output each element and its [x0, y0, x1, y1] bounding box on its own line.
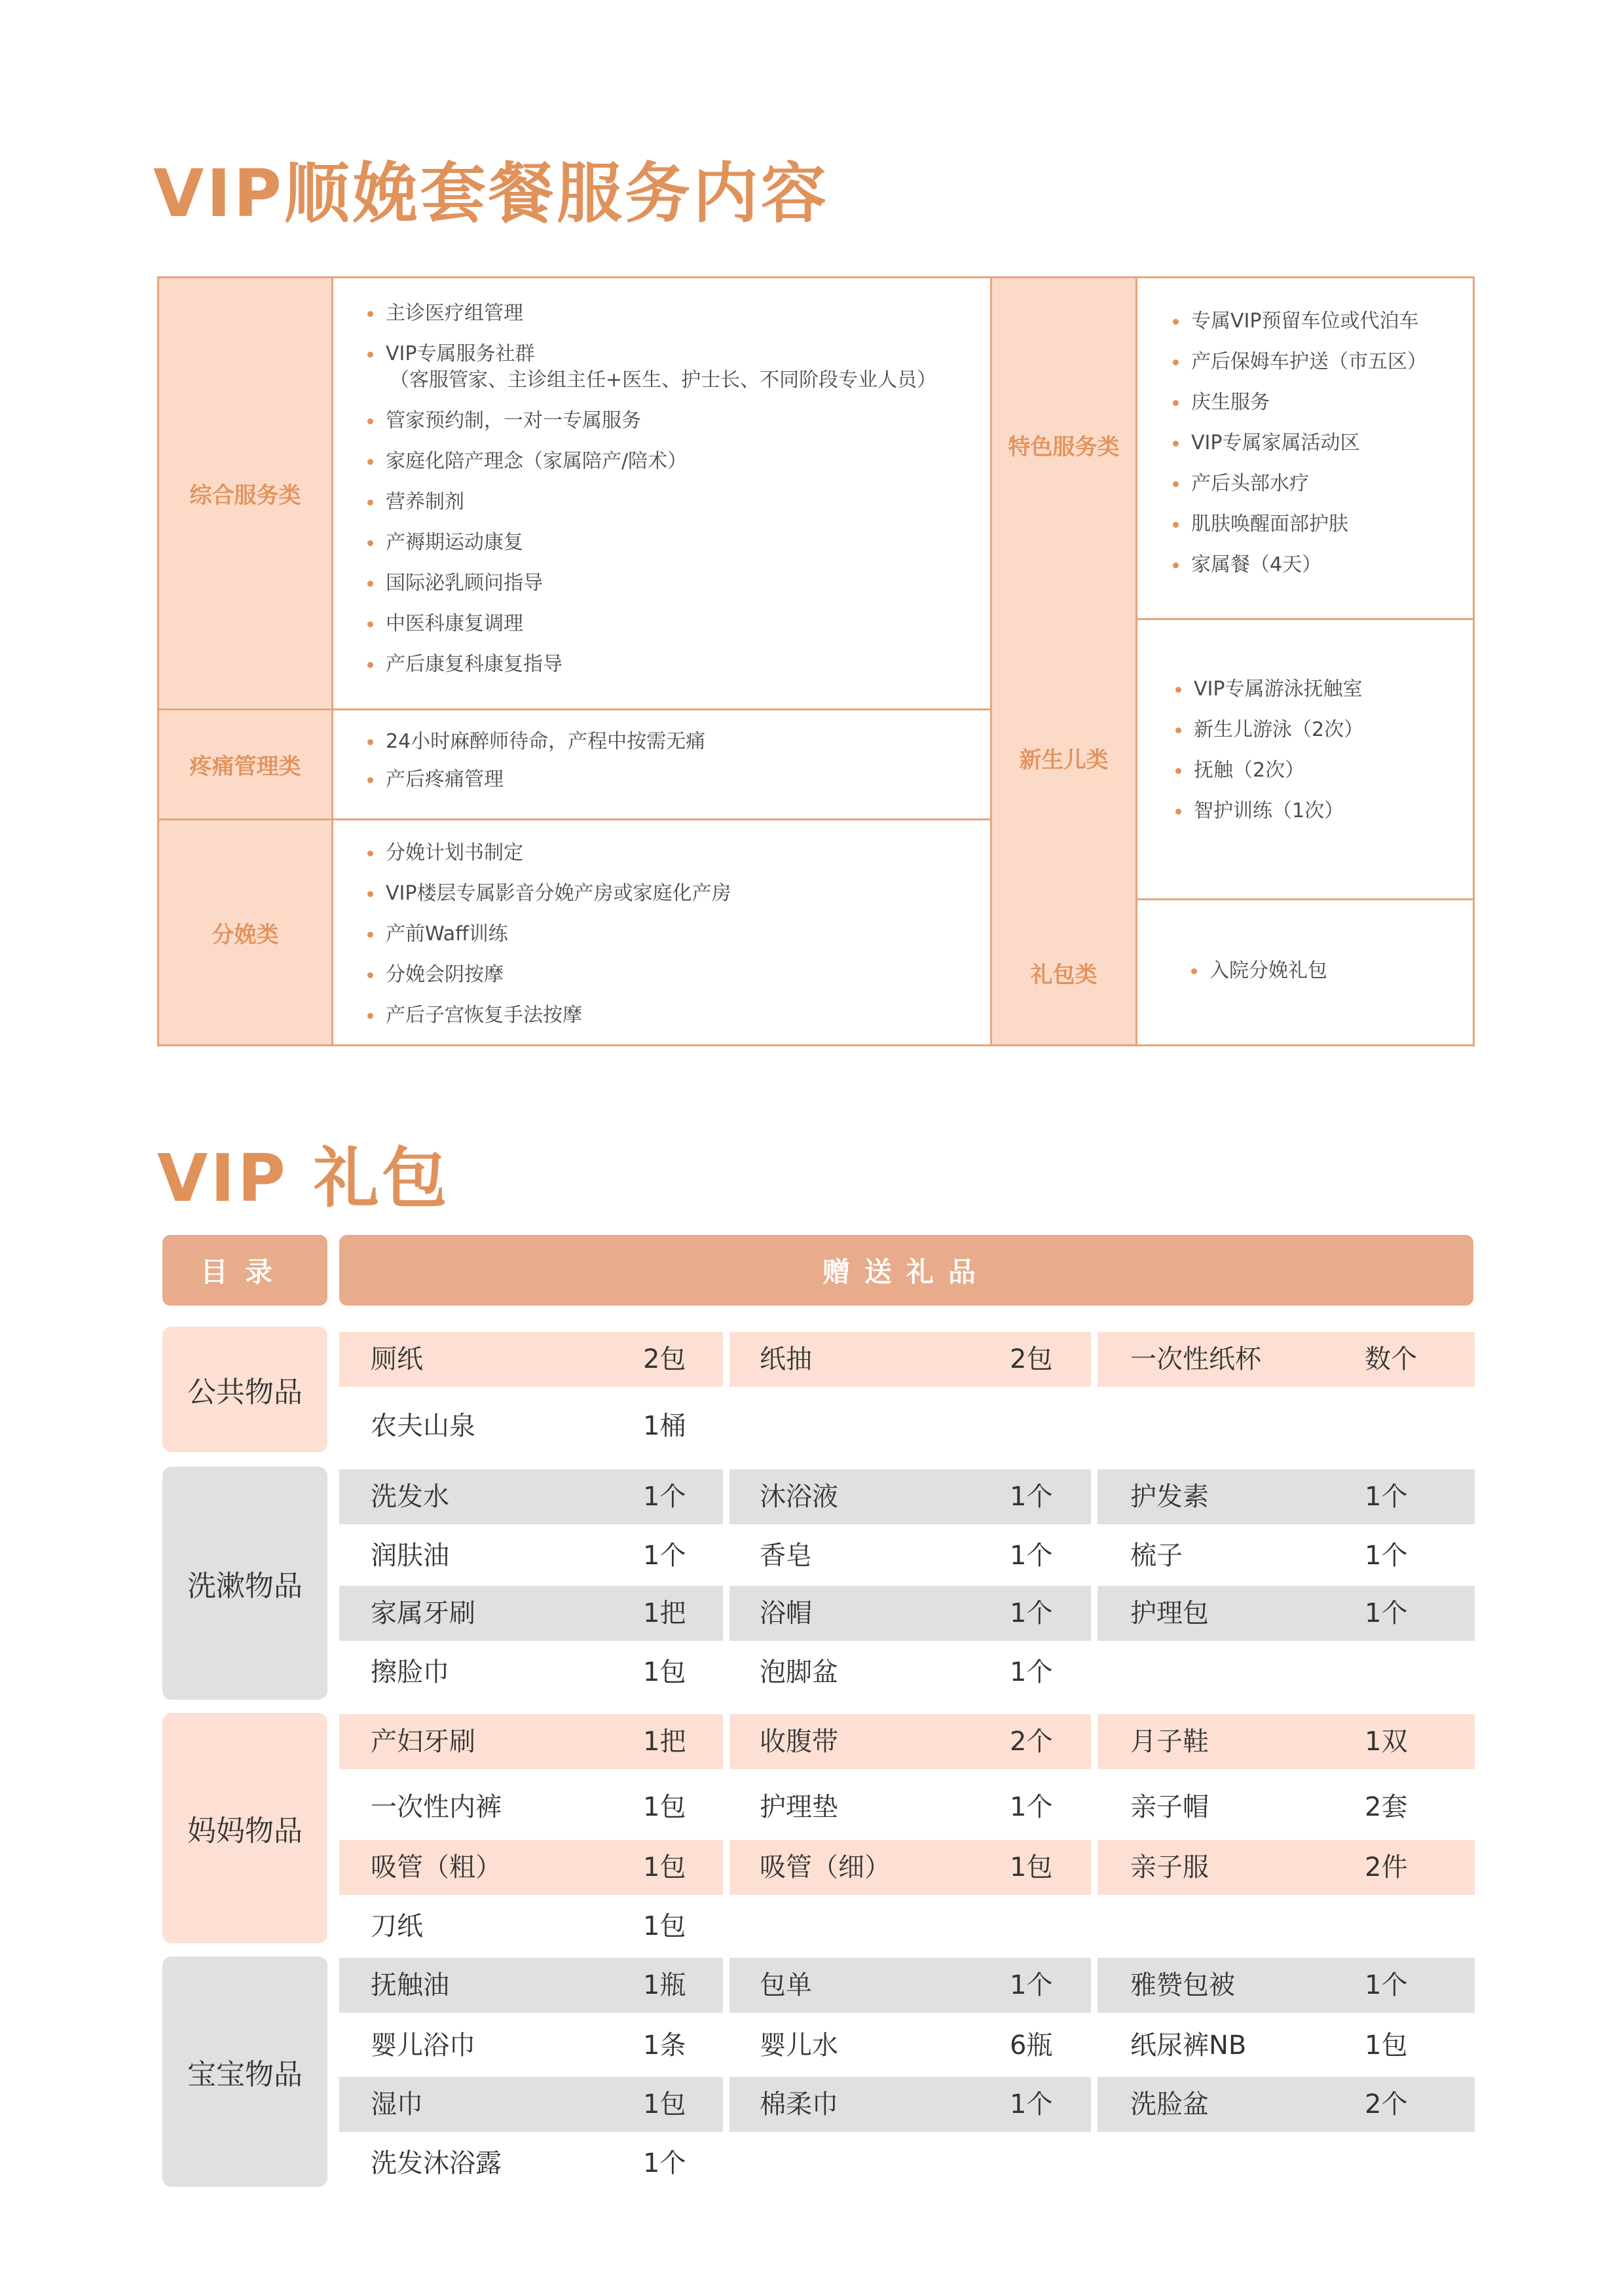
gift-item-name: 一次性纸杯 — [1130, 1344, 1261, 1374]
gift-item-name: 月子鞋 — [1130, 1727, 1209, 1757]
list-item: 庆生服务 — [1173, 390, 1460, 416]
list-item: 智护训练（1次） — [1175, 798, 1460, 824]
gift-item-quantity: 1包 — [1010, 1852, 1053, 1882]
gifts-header — [339, 1235, 1473, 1306]
page-title: VIP顺娩套餐服务内容 — [153, 155, 829, 232]
gift-item-name: 厕纸 — [371, 1344, 423, 1374]
list-item: 分娩计划书制定 — [367, 840, 977, 866]
gift-item-name: 收腹带 — [760, 1727, 838, 1757]
gift-item-quantity: 1个 — [1365, 1541, 1408, 1571]
list-item: 国际泌乳顾问指导 — [367, 570, 977, 596]
gift-item-name: 吸管（细） — [760, 1852, 891, 1882]
list-item — [367, 341, 977, 394]
list-item: 肌肤唤醒面部护肤 — [1173, 511, 1460, 538]
featured-items — [1137, 278, 1473, 620]
gift-item-quantity: 2套 — [1365, 1792, 1408, 1822]
gift-item-quantity: 1个 — [1010, 1657, 1053, 1687]
gift-group-label: 宝宝物品 — [162, 1956, 327, 2187]
header-label: 赠送礼品 — [822, 1256, 990, 1288]
gift-item-quantity: 1瓶 — [643, 1970, 686, 2000]
list-item-subtext: （客服管家、主诊组主任+医生、护士长、不同阶段专业人员） — [390, 369, 937, 392]
list-item: 主诊医疗组管理 — [367, 301, 977, 327]
gift-item-name: 刀纸 — [371, 1911, 423, 1941]
gift-item-quantity: 1个 — [1010, 1598, 1053, 1628]
gift-item-name: 湿巾 — [371, 2089, 423, 2119]
list-item: 专属VIP预留车位或代泊车 — [1173, 308, 1460, 335]
gift-item-quantity: 1个 — [1365, 1482, 1408, 1512]
category-right-column — [992, 278, 1137, 1044]
list-item: 产前Waff训练 — [367, 921, 977, 947]
gift-item-name: 护理垫 — [760, 1792, 838, 1822]
gift-item-quantity: 1个 — [1010, 1541, 1053, 1571]
list-item: 入院分娩礼包 — [1191, 958, 1460, 984]
list-item: 分娩会阴按摩 — [367, 962, 977, 988]
gift-item-name: 亲子服 — [1130, 1852, 1209, 1882]
list-item: 营养制剂 — [367, 489, 977, 515]
list-item: 产后头部水疗 — [1173, 471, 1460, 497]
gift-item-name: 润肤油 — [371, 1541, 449, 1571]
gift-item-quantity: 2个 — [1365, 2089, 1408, 2119]
list-item: 产后疼痛管理 — [367, 767, 977, 793]
gift-item-quantity: 1个 — [1010, 2089, 1053, 2119]
list-item: 中医科康复调理 — [367, 611, 977, 637]
list-item: 管家预约制，一对一专属服务 — [367, 408, 977, 434]
category-label: 疼痛管理类 — [189, 754, 301, 780]
gift-item-name: 婴儿浴巾 — [371, 2030, 475, 2061]
category-delivery — [159, 820, 333, 1044]
list-item-text: VIP专属服务社群 — [386, 342, 535, 365]
gift-item-quantity: 6瓶 — [1010, 2030, 1053, 2061]
service-table — [157, 276, 1475, 1046]
gift-item-name: 纸尿裤NB — [1130, 2030, 1247, 2061]
gift-item-name: 婴儿水 — [760, 2030, 838, 2061]
delivery-items — [333, 820, 992, 1044]
gift-item-quantity: 2包 — [1010, 1344, 1053, 1374]
gift-item-quantity: 1条 — [643, 2030, 686, 2061]
list-item: 产褥期运动康复 — [367, 530, 977, 556]
catalog-header — [162, 1235, 327, 1306]
gift-item-quantity: 1桶 — [643, 1411, 686, 1441]
gift-item-name: 梳子 — [1130, 1541, 1183, 1571]
list-item: 抚触（2次） — [1175, 758, 1460, 784]
gift-item-name: 亲子帽 — [1130, 1792, 1209, 1822]
list-item: 24小时麻醉师待命，产程中按需无痛 — [367, 729, 977, 755]
gift-item-name: 包单 — [760, 1970, 812, 2000]
pain-items — [333, 710, 992, 820]
gift-item-name: 洗脸盆 — [1130, 2089, 1209, 2119]
gift-item-name: 护理包 — [1130, 1598, 1209, 1628]
header-label: 目录 — [200, 1256, 289, 1288]
list-item: 产后子宫恢复手法按摩 — [367, 1002, 977, 1029]
gift-item-name: 家属牙刷 — [371, 1598, 475, 1628]
gift-item-name: 擦脸巾 — [371, 1657, 449, 1687]
gift-item-name: 洗发水 — [371, 1482, 449, 1512]
list-item: VIP专属游泳抚触室 — [1175, 676, 1460, 703]
gift-item-quantity: 1个 — [643, 1541, 686, 1571]
gift-item-name: 纸抽 — [760, 1344, 812, 1374]
gift-item-quantity: 1包 — [643, 1911, 686, 1941]
gift-item-quantity: 1包 — [643, 1657, 686, 1687]
gift-title: VIP 礼包 — [157, 1140, 450, 1217]
gift-item-quantity: 1包 — [643, 1852, 686, 1882]
gift-item-name: 棉柔巾 — [760, 2089, 838, 2119]
gift-item-name: 雅赞包被 — [1130, 1970, 1235, 2000]
gift-item-name: 洗发沐浴露 — [371, 2148, 502, 2178]
list-item: 产后康复科康复指导 — [367, 651, 977, 678]
gift-item-name: 农夫山泉 — [371, 1411, 475, 1441]
gift-item-name: 产妇牙刷 — [371, 1727, 475, 1757]
giftpack-items — [1137, 900, 1473, 1044]
gift-item-quantity: 数个 — [1365, 1344, 1417, 1374]
category-pain — [159, 710, 333, 820]
gift-item-quantity: 1包 — [643, 2089, 686, 2119]
category-label: 分娩类 — [212, 921, 279, 948]
general-items — [333, 278, 992, 710]
gift-item-quantity: 1个 — [1365, 1970, 1408, 2000]
gift-item-quantity: 1个 — [1010, 1792, 1053, 1822]
gift-item-quantity: 2个 — [1010, 1727, 1053, 1757]
gift-item-name: 一次性内裤 — [371, 1792, 502, 1822]
gift-item-quantity: 2包 — [643, 1344, 686, 1374]
list-item: 家庭化陪产理念（家属陪产/陪术） — [367, 449, 977, 475]
gift-item-name: 抚触油 — [371, 1970, 449, 2000]
gift-group-label: 妈妈物品 — [162, 1713, 327, 1943]
gift-item-name: 吸管（粗） — [371, 1852, 502, 1882]
gift-item-quantity: 1包 — [1365, 2030, 1408, 2061]
gift-item-name: 护发素 — [1130, 1482, 1209, 1512]
gift-group-label: 公共物品 — [162, 1327, 327, 1452]
gift-item-name: 浴帽 — [760, 1598, 812, 1628]
category-giftpack: 礼包类 — [1030, 962, 1098, 988]
gift-item-quantity: 1包 — [643, 1792, 686, 1822]
gift-item-quantity: 1个 — [643, 2148, 686, 2178]
gift-item-quantity: 1个 — [1010, 1970, 1053, 2000]
gift-item-quantity: 2件 — [1365, 1852, 1408, 1882]
category-general — [159, 278, 333, 710]
category-featured: 特色服务类 — [1008, 434, 1120, 460]
gift-group-label: 洗漱物品 — [162, 1467, 327, 1700]
list-item: VIP专属家属活动区 — [1173, 430, 1460, 456]
gift-item-name: 泡脚盆 — [760, 1657, 838, 1687]
list-item: 产后保姆车护送（市五区） — [1173, 349, 1460, 375]
gift-item-quantity: 1个 — [643, 1482, 686, 1512]
gift-item-quantity: 1把 — [643, 1727, 686, 1757]
newborn-items — [1137, 620, 1473, 900]
list-item: 新生儿游泳（2次） — [1175, 717, 1460, 743]
list-item: VIP楼层专属影音分娩产房或家庭化产房 — [367, 881, 977, 907]
gift-item-name: 沐浴液 — [760, 1482, 838, 1512]
gift-item-quantity: 1个 — [1365, 1598, 1408, 1628]
gift-item-quantity: 1双 — [1365, 1727, 1408, 1757]
category-newborn: 新生儿类 — [1019, 747, 1109, 773]
gift-item-quantity: 1个 — [1010, 1482, 1053, 1512]
gift-item-quantity: 1把 — [643, 1598, 686, 1628]
list-item: 家属餐（4天） — [1173, 552, 1460, 578]
gift-item-name: 香皂 — [760, 1541, 812, 1571]
category-label: 综合服务类 — [189, 483, 301, 509]
